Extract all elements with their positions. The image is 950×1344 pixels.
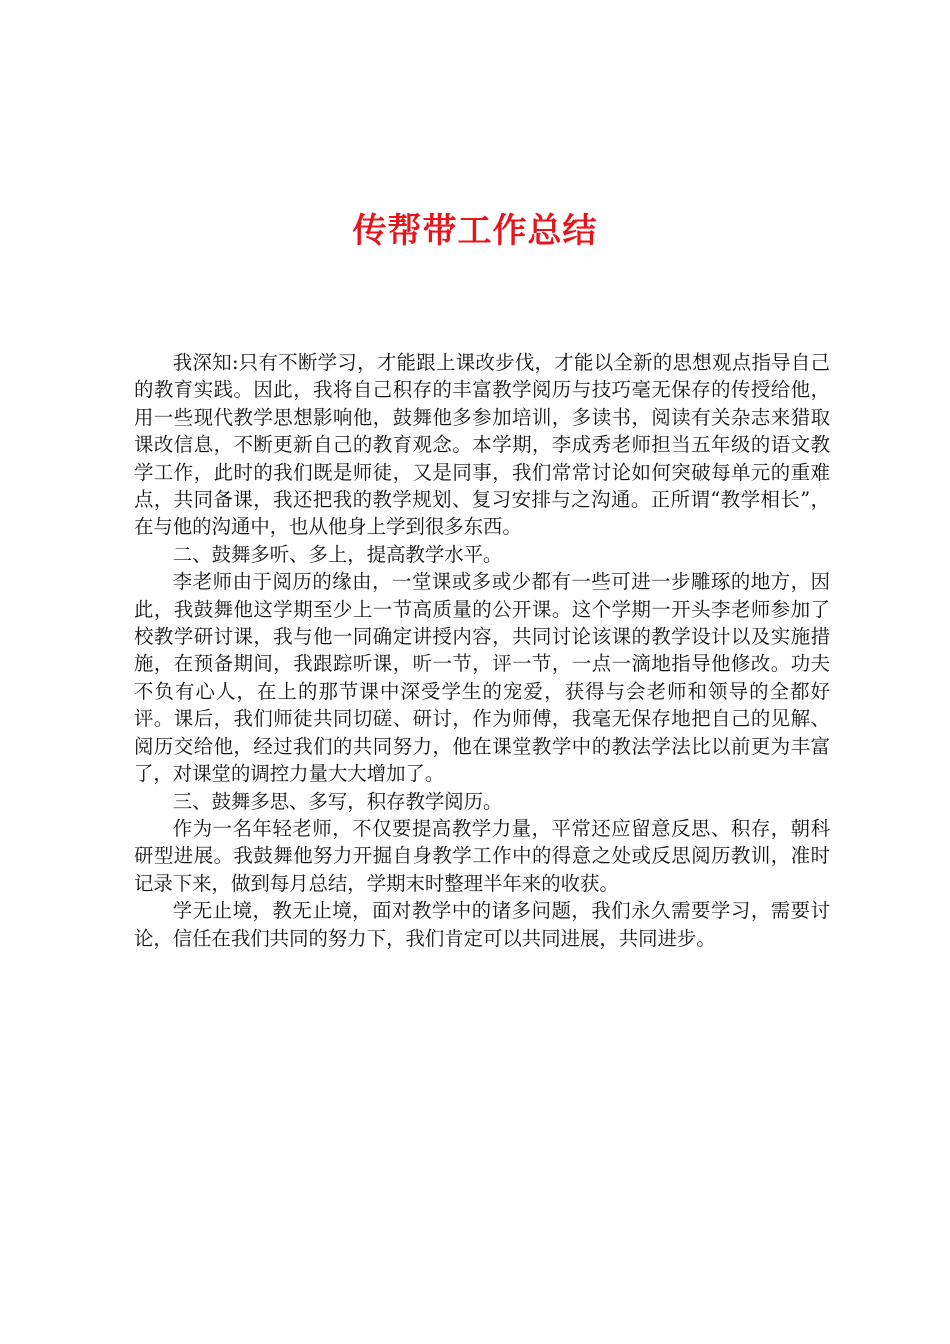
paragraph-2: 李老师由于阅历的缘由，一堂课或多或少都有一些可进一步雕琢的地方，因此，我鼓舞他这学期至少上一节高质量的公开课。这个学期一开头李老师参加了校教学研讨课，我与他一同确定讲授内容，共同讨论该课的教学设计以及实施措施，在预备期间，我跟踪听课，听一节，评一节，一点一滴地指导他修改。功夫不负有心人，在上的那节课中深受学生的宠爱，获得与会老师和领导的全都好评。课后，我们师徒共同切磋、研讨，作为师傅，我毫无保存地把自己的见解、阅历交给他，经过我们的共同努力，他在课堂教学中的教法学法比以前更为丰富了，对课堂的调控力量大大增加了。 xyxy=(134,570,830,786)
paragraph-4: 学无止境，教无止境，面对教学中的诸多问题，我们永久需要学习，需要讨论，信任在我们共同的努力下，我们肯定可以共同进展，共同进步。 xyxy=(134,899,830,950)
paragraph-3: 作为一名年轻老师，不仅要提高教学力量，平常还应留意反思、积存，朝科研型进展。我鼓舞他努力开掘自身教学工作中的得意之处或反思阅历教训，准时记录下来，做到每月总结，学期末时整理半年来的收获。 xyxy=(134,816,830,895)
document-title: 传帮带工作总结 xyxy=(352,211,598,251)
document-body xyxy=(134,349,830,952)
paragraph-1: 我深知:只有不断学习，才能跟上课改步伐，才能以全新的思想观点指导自己的教育实践。因此，我将自己积存的丰富教学阅历与技巧毫无保存的传授给他，用一些现代教学思想影响他，鼓舞他多参加培训，多读书，阅读有关杂志来猎取课改信息，不断更新自己的教育观念。本学期，李成秀老师担当五年级的语文教学工作，此时的我们既是师徒，又是同事，我们常常讨论如何突破每单元的重难点，共同备课，我还把我的教学规划、复习安排与之沟通。正所谓“教学相长”，在与他的沟通中，也从他身上学到很多东西。 xyxy=(134,351,830,539)
section-heading-3: 三、鼓舞多思、多写，积存教学阅历。 xyxy=(172,789,503,813)
section-heading-2: 二、鼓舞多听、多上，提高教学水平。 xyxy=(172,542,503,566)
